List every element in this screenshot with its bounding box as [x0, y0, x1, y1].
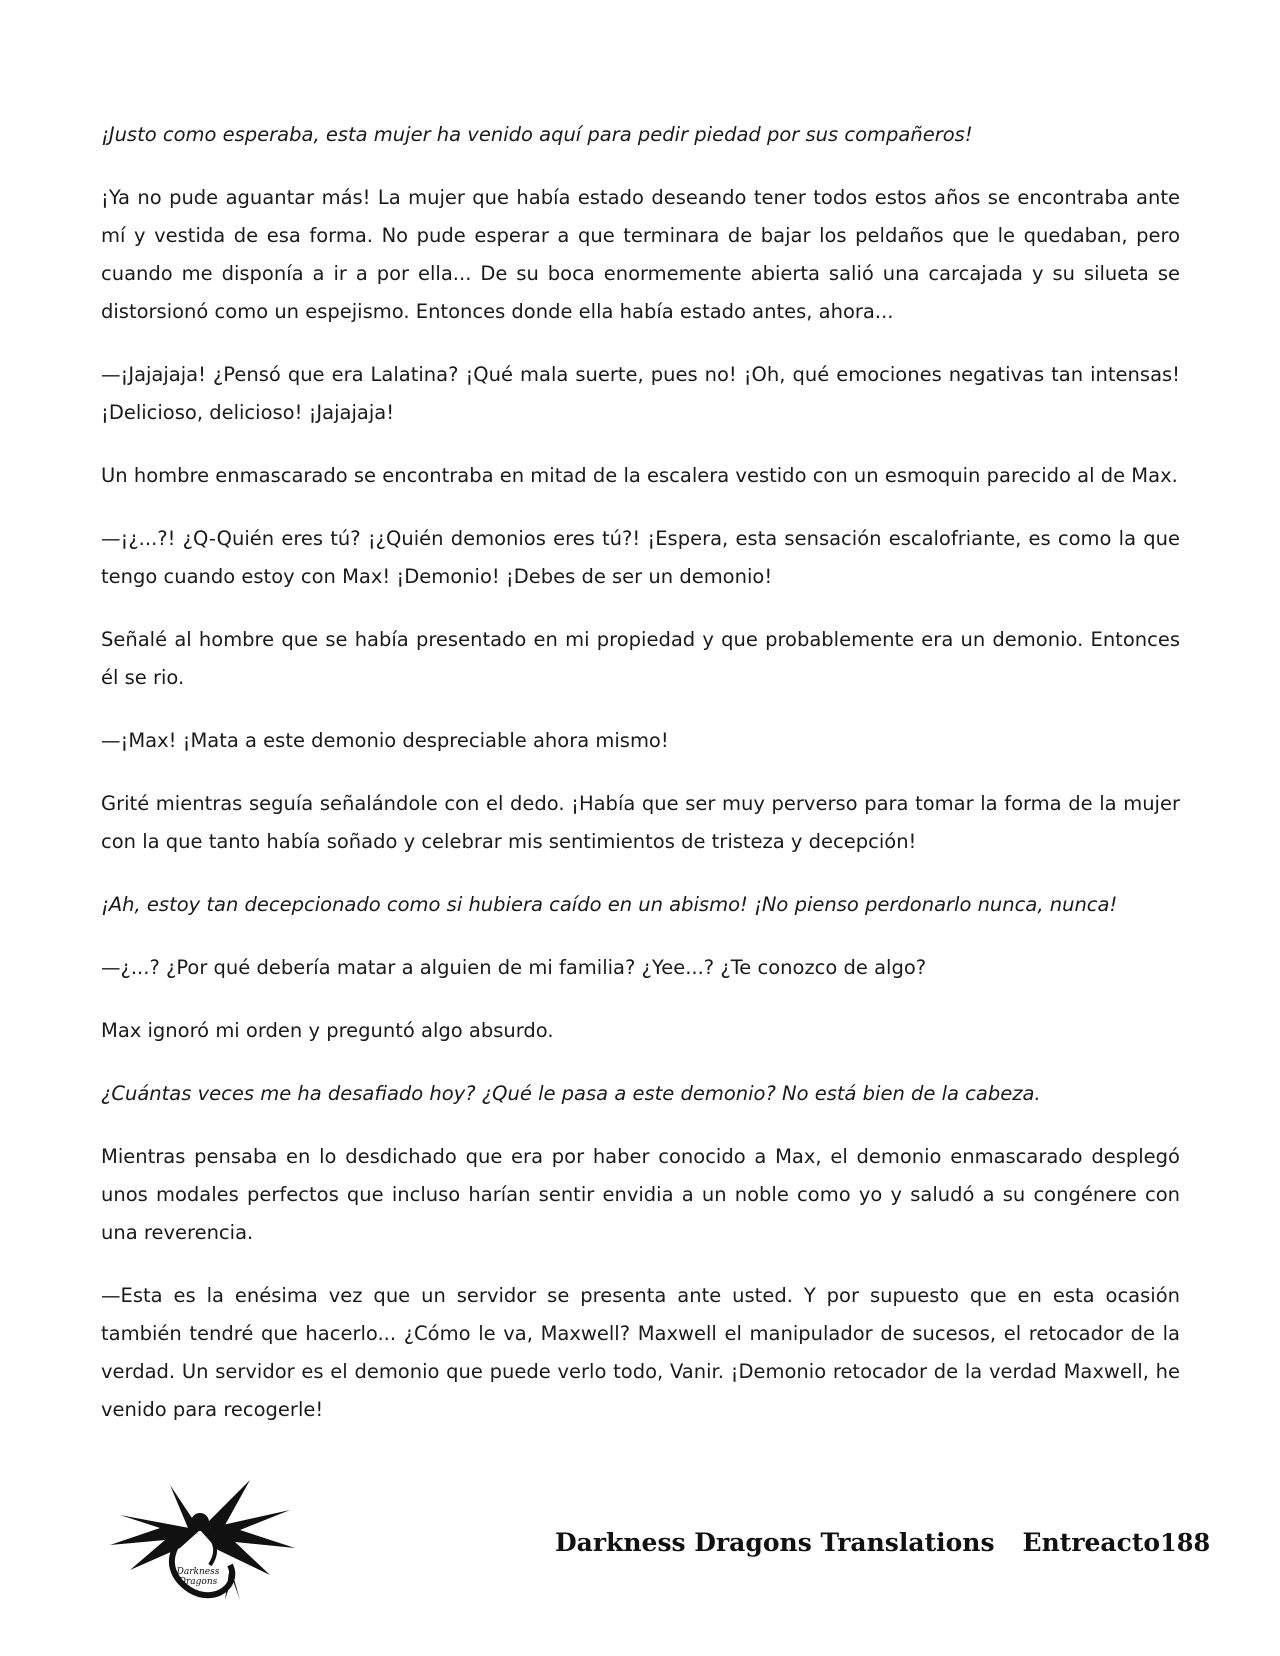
paragraph: —¡Jajajaja! ¿Pensó que era Lalatina? ¡Qué mala suerte, pues no! ¡Oh, qué emociones negativas tan intensas! ¡Delicioso, delicioso! ¡Jajajaja! — [101, 363, 1180, 424]
paragraph: —¡Max! ¡Mata a este demonio despreciable ahora mismo! — [101, 729, 669, 752]
paragraph: —Esta es la enésima vez que un servidor se presenta ante usted. Y por supuesto que en esta ocasión también tendré que hacerlo... ¿Cómo le va, Maxwell? Maxwell el manipulador de sucesos, el retocador de la verdad. Un servidor es el demonio que puede verlo todo, Vanir. ¡Demonio retocador de la verdad Maxwell, he venido para recogerle! — [101, 1284, 1180, 1421]
paragraph: ¡Ya no pude aguantar más! La mujer que había estado deseando tener todos estos años se encontraba ante mí y vestida de esa forma. No pude esperar a que terminara de bajar los peldaños que le quedaban, pero cuando me disponía a ir a por ella... De su boca enormemente abierta salió una carcajada y su silueta se distorsionó como un espejismo. Entonces donde ella había estado antes, ahora... — [101, 186, 1180, 323]
page-number: 188 — [1160, 1527, 1211, 1557]
paragraph: ¿Cuántas veces me ha desafiado hoy? ¿Qué le pasa a este demonio? No está bien de la cabeza. — [101, 1082, 1041, 1105]
logo-text-line2: Dragons — [178, 1577, 218, 1587]
paragraph: ¡Justo como esperaba, esta mujer ha venido aquí para pedir piedad por sus compañeros! — [101, 123, 973, 146]
paragraph: Grité mientras seguía señalándole con el dedo. ¡Había que ser muy perverso para tomar la forma de la mujer con la que tanto había soñado y celebrar mis sentimientos de tristeza y decepción! — [101, 792, 1180, 853]
paragraph: —¿...? ¿Por qué debería matar a alguien de mi familia? ¿Yee...? ¿Te conozco de algo? — [101, 956, 927, 979]
group-name: Darkness Dragons Translations — [555, 1527, 995, 1557]
paragraph: Un hombre enmascarado se encontraba en mitad de la escalera vestido con un esmoquin parecido al de Max. — [101, 464, 1178, 487]
logo-text-line1: Darkness — [176, 1567, 220, 1577]
paragraph: —¡¿...?! ¿Q-Quién eres tú? ¡¿Quién demonios eres tú?! ¡Espera, esta sensación escalofriante, es como la que tengo cuando estoy con Max! ¡Demonio! ¡Debes de ser un demonio! — [101, 527, 1180, 588]
paragraph: Señalé al hombre que se había presentado en mi propiedad y que probablemente era un demonio. Entonces él se rio. — [101, 628, 1180, 689]
footer-credits — [555, 1526, 1211, 1558]
page-footer — [0, 1460, 1280, 1610]
paragraph: Mientras pensaba en lo desdichado que era por haber conocido a Max, el demonio enmascarado desplegó unos modales perfectos que incluso harían sentir envidia a un noble como yo y saludó a su congénere con una reverencia. — [101, 1145, 1180, 1244]
page-body — [101, 116, 1180, 1454]
chapter-name: Entreacto — [1022, 1527, 1161, 1557]
paragraph: ¡Ah, estoy tan decepcionado como si hubiera caído en un abismo! ¡No pienso perdonarlo nunca, nunca! — [101, 893, 1118, 916]
paragraph: Max ignoró mi orden y preguntó algo absurdo. — [101, 1019, 554, 1042]
dragon-logo — [100, 1470, 300, 1610]
